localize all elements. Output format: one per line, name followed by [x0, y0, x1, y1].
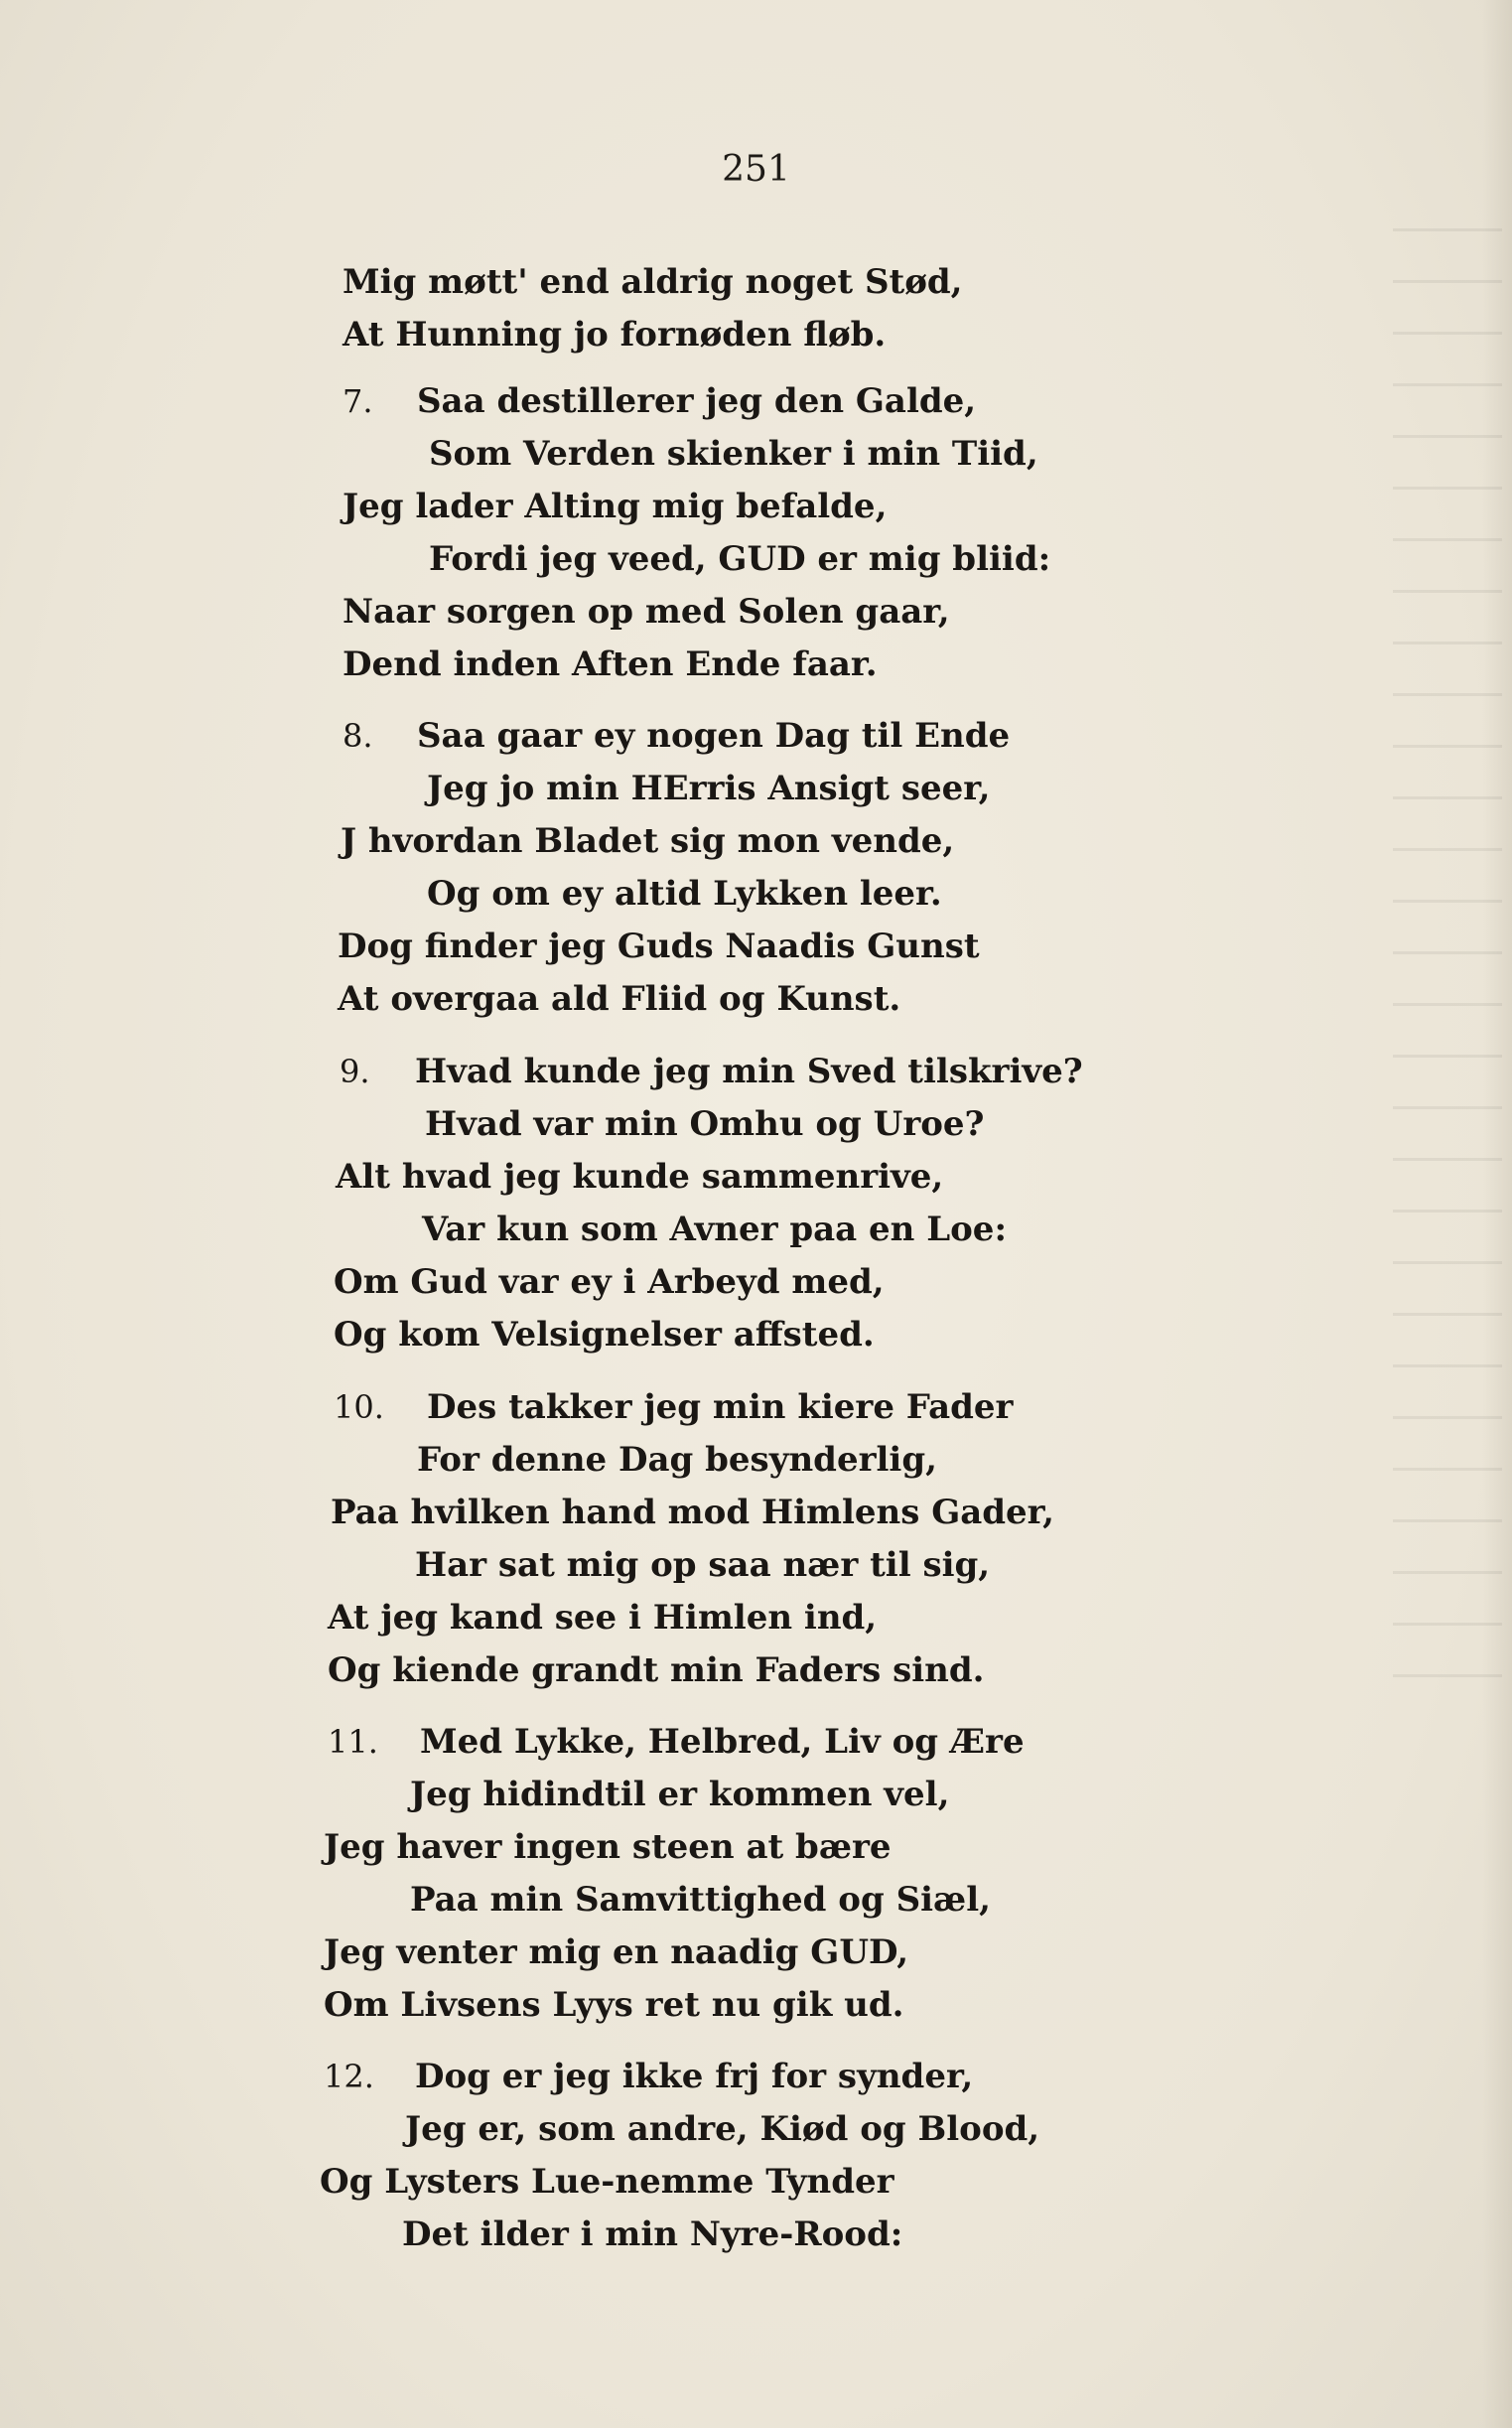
poem-line: Har sat mig op saa nær til sig, — [415, 1545, 991, 1585]
poem-line: Mig møtt' end aldrig noget Stød, — [343, 262, 963, 302]
poem-line: Dog finder jeg Guds Naadis Gunst — [338, 927, 980, 966]
poem-line: At Hunning jo fornøden fløb. — [343, 315, 887, 355]
poem-line: Alt hvad jeg kunde sammenrive, — [336, 1157, 944, 1197]
poem-line: Og om ey altid Lykken leer. — [427, 874, 942, 914]
poem-line: Var kun som Avner paa en Loe: — [422, 1210, 1007, 1249]
poem-line: Som Verden skienker i min Tiid, — [429, 434, 1038, 474]
poem-line: Hvad kunde jeg min Sved tilskrive? — [415, 1052, 1083, 1091]
poem-line: Dog er jeg ikke frj for synder, — [415, 2057, 974, 2096]
verse-number: 12. — [324, 2058, 374, 2095]
poem-line: Saa destillerer jeg den Galde, — [417, 381, 977, 421]
poem-line: Saa gaar ey nogen Dag til Ende — [417, 716, 1011, 756]
poem-line: Om Livsens Lyys ret nu gik ud. — [324, 1985, 904, 2025]
poem-line: Jeg lader Alting mig befalde, — [343, 487, 888, 526]
poem-line: J hvordan Bladet sig mon vende, — [341, 821, 955, 861]
poem-line: Fordi jeg veed, GUD er mig bliid: — [429, 539, 1051, 579]
poem-line: Naar sorgen op med Solen gaar, — [343, 592, 950, 632]
poem-line: Hvad var min Omhu og Uroe? — [425, 1104, 985, 1144]
poem-line: Jeg hidindtil er kommen vel, — [410, 1775, 950, 1814]
poem-line: Med Lykke, Helbred, Liv og Ære — [420, 1722, 1025, 1762]
verse-number: 10. — [334, 1388, 384, 1426]
poem-line: Og kom Velsignelser affsted. — [334, 1315, 875, 1355]
poem-line: Jeg venter mig en naadig GUD, — [324, 1932, 909, 1972]
poem-line: Om Gud var ey i Arbeyd med, — [334, 1262, 885, 1302]
bleed-through-text — [1393, 228, 1502, 1718]
poem-line: For denne Dag besynderlig, — [417, 1440, 937, 1480]
poem-line: Dend inden Aften Ende faar. — [343, 644, 878, 684]
verse-number: 8. — [343, 717, 373, 755]
poem-line: Jeg er, som andre, Kiød og Blood, — [405, 2109, 1040, 2149]
poem-line: At overgaa ald Fliid og Kunst. — [338, 979, 901, 1019]
verse-number: 9. — [340, 1053, 370, 1090]
page-number: 251 — [722, 149, 790, 190]
poem-line: Paa min Samvittighed og Siæl, — [410, 1880, 991, 1920]
poem-line: Des takker jeg min kiere Fader — [427, 1387, 1014, 1427]
poem-line: Jeg haver ingen steen at bære — [324, 1827, 892, 1867]
poem-line: At jeg kand see i Himlen ind, — [328, 1598, 878, 1638]
poem-line: Jeg jo min HErris Ansigt seer, — [427, 769, 991, 808]
poem-line: Det ilder i min Nyre-Rood: — [402, 2214, 903, 2254]
poem-line: Paa hvilken hand mod Himlens Gader, — [331, 1493, 1054, 1532]
verse-number: 7. — [343, 382, 373, 420]
poem-line: Og Lysters Lue-nemme Tynder — [320, 2162, 894, 2202]
verse-number: 11. — [328, 1723, 378, 1761]
poem-line: Og kiende grandt min Faders sind. — [328, 1650, 985, 1690]
